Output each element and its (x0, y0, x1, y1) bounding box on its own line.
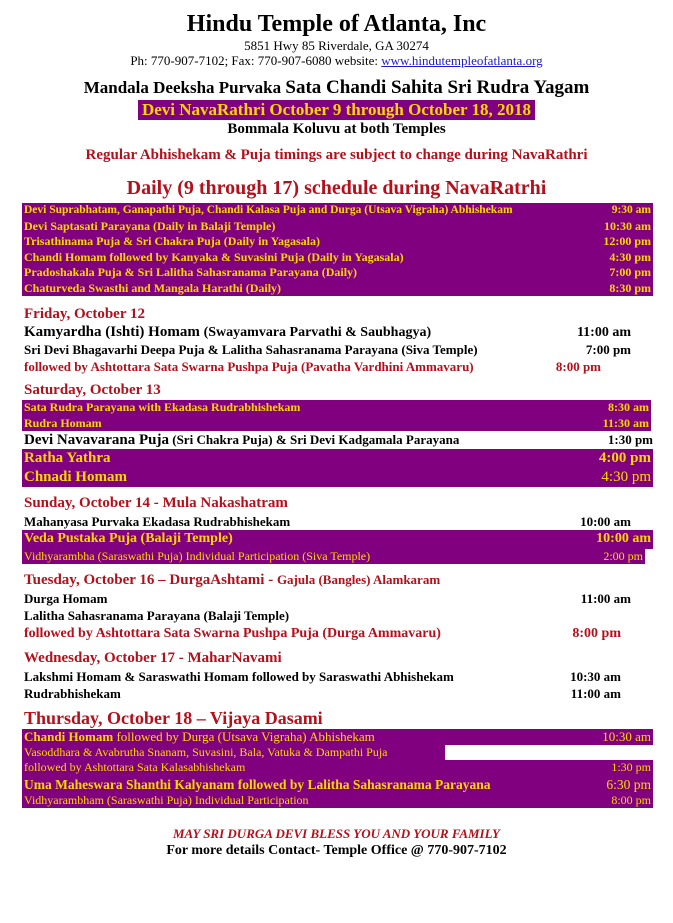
schedule-row: Chaturveda Swasthi and Mangala Harathi (Daily) 8:30 pm (24, 280, 651, 295)
schedule-row: Uma Maheswara Shanthi Kalyanam followed by Lalitha Sahasranama Parayana 6:30 pm (24, 776, 651, 792)
thursday-section (22, 708, 653, 808)
day-heading: Tuesday, October 16 – DurgaAshtami - Gajula (Bangles) Alamkaram (24, 572, 441, 588)
schedule-row: Veda Pustaka Puja (Balaji Temple) 10:00 am (22, 530, 653, 549)
day-heading: Friday, October 12 (24, 306, 145, 322)
schedule-row: followed by Ashtottara Sata Swarna Pushpa Puja (Pavatha Vardhini Ammavaru) 8:00 pm (24, 359, 601, 374)
friday-section (22, 305, 653, 375)
schedule-row: Chnadi Homam 4:30 pm (24, 469, 651, 485)
temple-address: 5851 Hwy 85 Riverdale, GA 30274 (244, 38, 429, 53)
blessing-line: MAY SRI DURGA DEVI BLESS YOU AND YOUR FAMILY (172, 826, 501, 841)
page-title: Hindu Temple of Atlanta, Inc (186, 11, 487, 37)
schedule-row: Lalitha Sahasranama Parayana (Balaji Temple) (24, 608, 290, 623)
event-prefix: Mandala Deeksha Purvaka (83, 78, 286, 97)
day-heading: Thursday, October 18 – Vijaya Dasami (24, 708, 323, 728)
festival-dates: Devi NavaRathri October 9 through October 18, 2018 (138, 100, 535, 120)
schedule-row: Pradoshakala Puja & Sri Lalitha Sahasranama Parayana (Daily) 7:00 pm (24, 265, 651, 279)
schedule-row: Trisathinama Puja & Sri Chakra Puja (Daily in Yagasala) 12:00 pm (24, 234, 651, 248)
schedule-row: Devi Navavarana Puja (Sri Chakra Puja) & Sri Devi Kadgamala Parayana 1:30 pm (24, 432, 653, 448)
schedule-row: Chandi Homam followed by Durga (Utsava Vigraha) Abhishekam 10:30 am (24, 729, 651, 744)
schedule-row: Vidhyarambham (Saraswathi Puja) Individual Participation 8:00 pm (24, 792, 651, 807)
schedule-row: Lakshmi Homam & Saraswathi Homam followed by Saraswathi Abhishekam 10:30 am (24, 669, 621, 684)
daily-schedule (22, 203, 653, 296)
schedule-row: Kamyardha (Ishti) Homam (Swayamvara Parvathi & Saubhagya) 11:00 am (24, 324, 631, 340)
saturday-section (22, 381, 653, 487)
schedule-row: Devi Saptasati Parayana (Daily in Balaji Temple) 10:30 am (24, 218, 651, 233)
contact-line (0, 53, 673, 69)
schedule-row: Mahanyasa Purvaka Ekadasa Rudrabhishekam 10:00 am (24, 514, 631, 529)
schedule-row: followed by Ashtottara Sata Kalasabhishekam 1:30 pm (24, 760, 651, 774)
timing-notice: Regular Abhishekam & Puja timings are subject to change during NavaRathri (85, 147, 588, 163)
event-main: Sata Chandi Sahita Sri Rudra Yagam (285, 77, 590, 98)
schedule-row: followed by Ashtottara Sata Swarna Pushpa Puja (Durga Ammavaru) 8:00 pm (24, 626, 621, 641)
daily-schedule-title: Daily (9 through 17) schedule during NavaRatrhi (126, 177, 547, 199)
schedule-row: Sri Devi Bhagavarhi Deepa Puja & Lalitha Sahasranama Parayana (Siva Temple) 7:00 pm (24, 342, 631, 357)
tuesday-section (22, 570, 653, 643)
schedule-row: Rudrabhishekam 11:00 am (24, 686, 621, 701)
contact-info: For more details Contact- Temple Office @ 770-907-7102 (166, 843, 507, 858)
day-heading: Sunday, October 14 - Mula Nakashatram (24, 495, 288, 511)
schedule-row: Chandi Homam followed by Kanyaka & Suvasini Puja (Daily in Yagasala) 4:30 pm (24, 249, 651, 264)
schedule-row: Devi Suprabhatam, Ganapathi Puja, Chandi Kalasa Puja and Durga (Utsava Vigraha) Abhishekam 9:30 am (22, 203, 653, 219)
sunday-section (22, 494, 653, 564)
koluvu-note: Bommala Koluvu at both Temples (227, 121, 446, 137)
schedule-row: Rudra Homam 11:30 am (24, 415, 649, 430)
website-link[interactable]: www.hindutempleofatlanta.org (381, 53, 543, 68)
event-title (0, 77, 673, 99)
schedule-row: Durga Homam 11:00 am (24, 591, 631, 606)
schedule-row: Sata Rudra Parayana with Ekadasa Rudrabhishekam 8:30 am (24, 400, 649, 414)
schedule-row: Vasoddhara & Avabrutha Snanam, Suvasini, Bala, Vatuka & Dampathi Puja (22, 745, 653, 761)
day-heading: Wednesday, October 17 - MaharNavami (24, 650, 282, 666)
phone-fax: Ph: 770-907-7102; Fax: 770-907-6080 website: (130, 53, 382, 68)
wednesday-section (22, 649, 653, 702)
day-heading: Saturday, October 13 (24, 382, 161, 398)
schedule-row: Vidhyarambha (Saraswathi Puja) Individual Participation (Siva Temple) 2:00 pm (24, 548, 643, 563)
schedule-row: Ratha Yathra 4:00 pm (24, 450, 651, 466)
